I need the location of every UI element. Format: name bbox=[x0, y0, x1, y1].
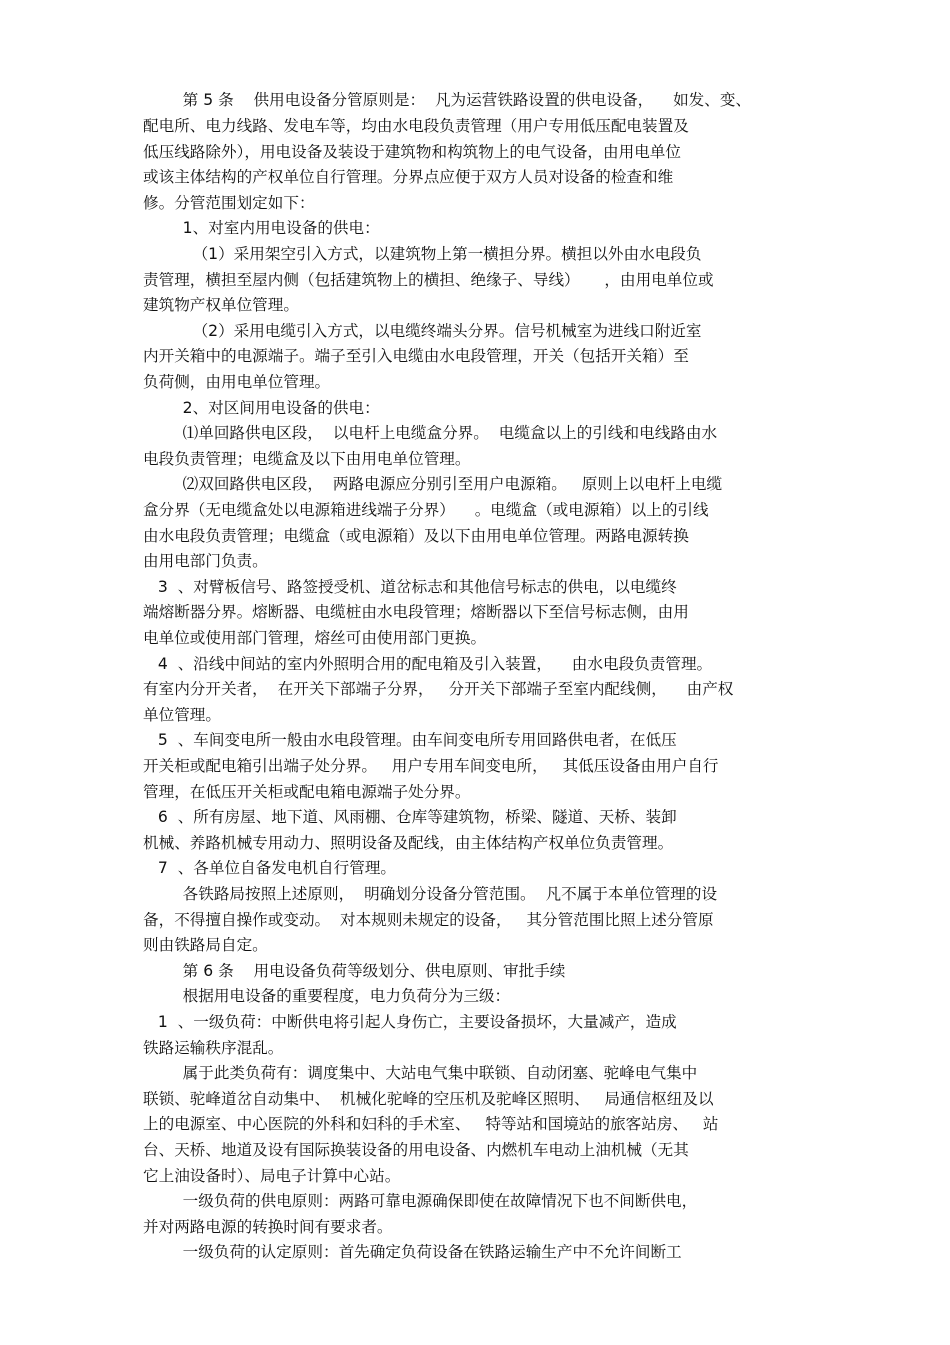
text-line: 5 、车间变电所一般由水电段管理。由车间变电所专用回路供电者，在低压 bbox=[143, 731, 677, 749]
text-line: 内开关箱中的电源端子。端子至引入电缆由水电段管理，开关（包括开关箱）至 bbox=[143, 347, 689, 365]
text-line: 它上油设备时）、局电子计算中心站。 bbox=[143, 1167, 401, 1185]
text-line: 上的电源室、中心医院的外科和妇科的手术室、 特等站和国境站的旅客站房、 站 bbox=[143, 1115, 719, 1133]
text-line: ⑵双回路供电区段， 两路电源应分别引至用户电源箱。 原则上以电杆上电缆 bbox=[143, 475, 723, 493]
text-line: 台、天桥、地道及设有国际换装设备的用电设备、内燃机车电动上油机械（无其 bbox=[143, 1141, 689, 1159]
text-line: 并对两路电源的转换时间有要求者。 bbox=[143, 1218, 393, 1236]
text-line: 修。分管范围划定如下： bbox=[143, 194, 315, 212]
text-line: 单位管理。 bbox=[143, 706, 221, 724]
text-line: 2、对区间用电设备的供电： bbox=[143, 399, 380, 417]
text-line: 电段负责管理；电缆盒及以下由用电单位管理。 bbox=[143, 450, 471, 468]
text-line: ⑴单回路供电区段， 以电杆上电缆盒分界。 电缆盒以上的引线和电线路由水 bbox=[143, 424, 718, 442]
text-line: 由水电段负责管理；电缆盒（或电源箱）及以下由用电单位管理。两路电源转换 bbox=[143, 527, 689, 545]
text-line: （1）采用架空引入方式，以建筑物上第一横担分界。横担以外由水电段负 bbox=[143, 245, 702, 263]
text-line: 责管理，横担至屋内侧（包括建筑物上的横担、绝缘子、导线） ，由用电单位或 bbox=[143, 271, 714, 289]
text-line: 1、对室内用电设备的供电： bbox=[143, 219, 380, 237]
text-line: 盒分界（无电缆盒处以电源箱进线端子分界） 。电缆盒（或电源箱）以上的引线 bbox=[143, 501, 709, 519]
text-line: 铁路运输秩序混乱。 bbox=[143, 1039, 284, 1057]
text-line: 负荷侧，由用电单位管理。 bbox=[143, 373, 331, 391]
text-line: 一级负荷的供电原则：两路可靠电源确保即使在故障情况下也不间断供电， bbox=[143, 1192, 698, 1210]
text-line: 6 、所有房屋、地下道、风雨棚、仓库等建筑物，桥梁、隧道、天桥、装卸 bbox=[143, 808, 677, 826]
text-line: 有室内分开关者， 在开关下部端子分界， 分开关下部端子至室内配线侧， 由产权 bbox=[143, 680, 734, 698]
text-line: 1 、一级负荷：中断供电将引起人身伤亡，主要设备损坏，大量减产，造成 bbox=[143, 1013, 677, 1031]
text-line: 4 、沿线中间站的室内外照明合用的配电箱及引入装置， 由水电段负责管理。 bbox=[143, 655, 713, 673]
text-line: （2）采用电缆引入方式，以电缆终端头分界。信号机械室为进线口附近室 bbox=[143, 322, 702, 340]
text-line: 电单位或使用部门管理，熔丝可由使用部门更换。 bbox=[143, 629, 487, 647]
text-line: 配电所、电力线路、发电车等，均由水电段负责管理（用户专用低压配电装置及 bbox=[143, 117, 689, 135]
text-line: 联锁、驼峰道岔自动集中、 机械化驼峰的空压机及驼峰区照明、 局通信枢纽及以 bbox=[143, 1090, 714, 1108]
text-line: 建筑物产权单位管理。 bbox=[143, 296, 299, 314]
text-line: 第 6 条 用电设备负荷等级划分、供电原则、审批手续 bbox=[143, 962, 566, 980]
text-line: 属于此类负荷有：调度集中、大站电气集中联锁、自动闭塞、驼峰电气集中 bbox=[143, 1064, 698, 1082]
text-line: 端熔断器分界。熔断器、电缆桩由水电段管理；熔断器以下至信号标志侧，由用 bbox=[143, 603, 689, 621]
text-line: 开关柜或配电箱引出端子处分界。 用户专用车间变电所， 其低压设备由用户自行 bbox=[143, 757, 719, 775]
text-line: 管理，在低压开关柜或配电箱电源端子处分界。 bbox=[143, 783, 471, 801]
text-line: 第 5 条 供用电设备分管原则是： 凡为运营铁路设置的供电设备， 如发、变、 bbox=[143, 91, 752, 109]
text-line: 由用电部门负责。 bbox=[143, 552, 268, 570]
text-line: 7 、各单位自备发电机自行管理。 bbox=[143, 859, 397, 877]
text-line: 低压线路除外），用电设备及装设于建筑物和构筑物上的电气设备，由用电单位 bbox=[143, 143, 681, 161]
text-line: 备，不得擅自操作或变动。 对本规则未规定的设备， 其分管范围比照上述分管原 bbox=[143, 911, 714, 929]
text-line: 机械、养路机械专用动力、照明设备及配线，由主体结构产权单位负责管理。 bbox=[143, 834, 674, 852]
text-line: 或该主体结构的产权单位自行管理。分界点应便于双方人员对设备的检查和维 bbox=[143, 168, 674, 186]
text-line: 根据用电设备的重要程度，电力负荷分为三级： bbox=[143, 987, 511, 1005]
text-line: 3 、对臂板信号、路签授受机、道岔标志和其他信号标志的供电，以电缆终 bbox=[143, 578, 677, 596]
text-line: 各铁路局按照上述原则， 明确划分设备分管范围。 凡不属于本单位管理的设 bbox=[143, 885, 718, 903]
text-line: 则由铁路局自定。 bbox=[143, 936, 268, 954]
text-line: 一级负荷的认定原则：首先确定负荷设备在铁路运输生产中不允许间断工 bbox=[143, 1243, 682, 1261]
